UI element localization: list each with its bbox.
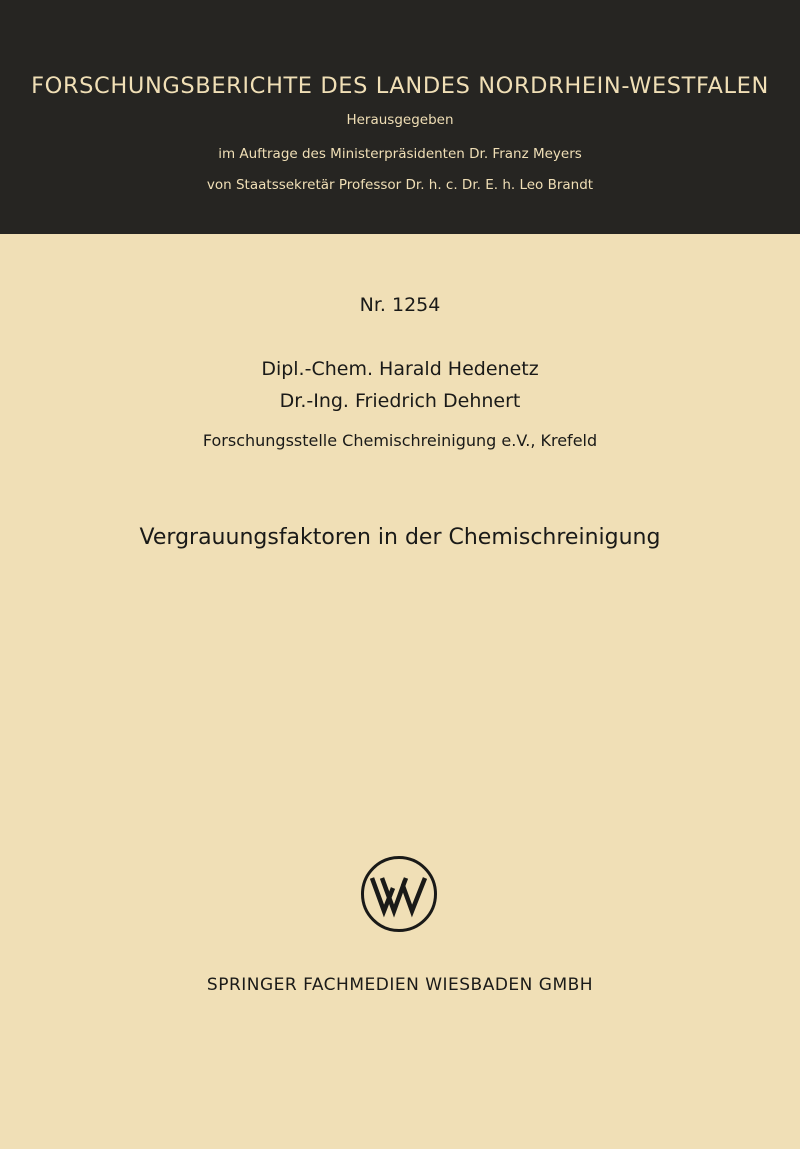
author-dehnert: Dr.-Ing. Friedrich Dehnert — [279, 390, 521, 412]
publisher-vw-logo-icon — [360, 855, 438, 933]
author-hedenetz: Dipl.-Chem. Harald Hedenetz — [261, 358, 539, 380]
institute: Forschungsstelle Chemischreinigung e.V., Krefeld — [202, 431, 598, 450]
series-title: FORSCHUNGSBERICHTE DES LANDES NORDRHEIN-WESTFALEN — [31, 73, 769, 99]
header-band — [0, 0, 800, 234]
book-title: Vergrauungsfaktoren in der Chemischreinigung — [139, 525, 661, 550]
commission-line: im Auftrage des Ministerpräsidenten Dr. Franz Meyers — [218, 146, 582, 162]
editor-line: Herausgegeben — [346, 112, 454, 128]
publisher-name: SPRINGER FACHMEDIEN WIESBADEN GMBH — [206, 975, 594, 995]
editor-name-line: von Staatssekretär Professor Dr. h. c. Dr. E. h. Leo Brandt — [206, 177, 594, 193]
report-number: Nr. 1254 — [359, 294, 441, 316]
